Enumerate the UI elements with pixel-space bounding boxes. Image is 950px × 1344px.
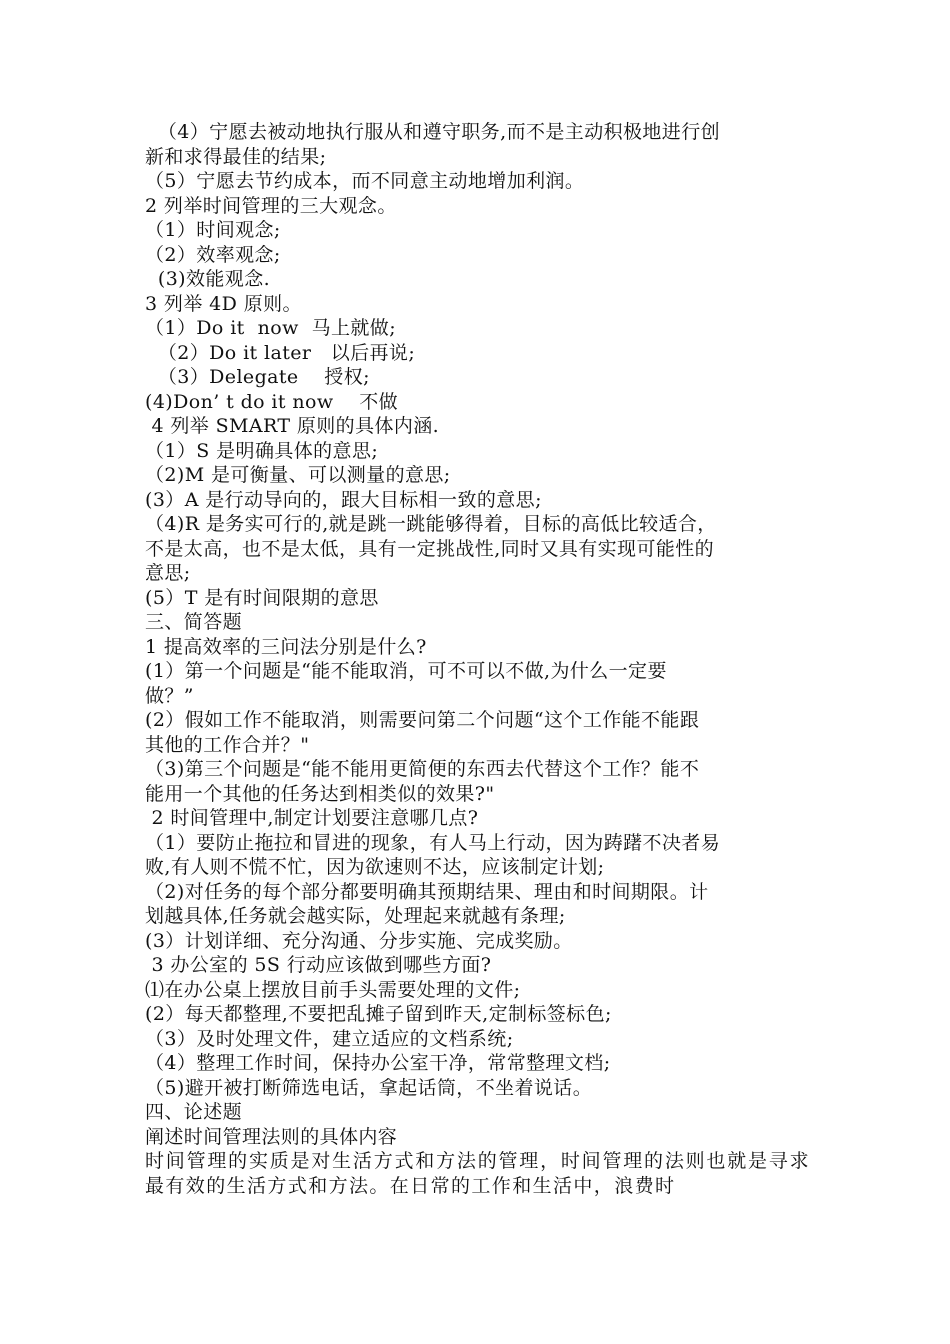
- text-line: (2）每天都整理,不要把乱摊子留到昨天,定制标签标色;: [145, 1003, 612, 1025]
- document-page: [145, 120, 810, 1198]
- text-line: （2)M 是可衡量、可以测量的意思;: [145, 464, 451, 486]
- text-line: 2 时间管理中,制定计划要注意哪几点?: [145, 807, 479, 829]
- text-line: 3 列举 4D 原则。: [145, 292, 302, 315]
- text-line: 三、简答题: [145, 611, 243, 633]
- text-line: （2)对任务的每个部分都要明确其预期结果、理由和时间期限。计: [145, 880, 709, 903]
- text-line: （1）时间观念;: [145, 219, 281, 241]
- essay-paragraph: 时间管理的实质是对生活方式和方法的管理，时间管理的法则也就是寻求最有效的生活方式和方法。在日常的工作和生活中，浪费时: [145, 1150, 810, 1197]
- text-line: 不是太高，也不是太低，具有一定挑战性,同时又具有实现可能性的: [145, 537, 715, 560]
- text-line: 意思;: [145, 562, 191, 584]
- text-line: (3)效能观念.: [145, 268, 271, 290]
- text-line: （5）宁愿去节约成本，而不同意主动地增加利润。: [145, 170, 585, 192]
- text-line: 能用一个其他的任务达到相类似的效果?": [145, 782, 495, 805]
- text-line: ⑴在办公桌上摆放目前手头需要处理的文件;: [145, 978, 521, 1001]
- text-line: 3 办公室的 5S 行动应该做到哪些方面?: [145, 954, 492, 976]
- text-line: （3)第三个问题是“能不能用更简便的东西去代替这个工作？能不: [145, 758, 700, 780]
- text-line: 4 列举 SMART 原则的具体内涵.: [145, 415, 440, 437]
- text-line: （3）及时处理文件，建立适应的文档系统;: [145, 1027, 514, 1050]
- text-line: 做？”: [145, 684, 194, 707]
- text-line: (3）计划详细、充分沟通、分步实施、完成奖励。: [145, 929, 573, 952]
- text-line: （4）宁愿去被动地执行服从和遵守职务,而不是主动积极地进行创: [145, 121, 721, 143]
- text-line: 败,有人则不慌不忙，因为欲速则不达，应该制定计划;: [145, 856, 605, 878]
- text-line: 新和求得最佳的结果;: [145, 145, 327, 168]
- text-line: (2）假如工作不能取消，则需要问第二个问题“这个工作能不能跟: [145, 709, 700, 731]
- text-line: 2 列举时间管理的三大观念。: [145, 194, 397, 217]
- text-line: （1）S 是明确具体的意思;: [145, 439, 379, 462]
- document-lines: [145, 120, 810, 1149]
- text-line: （2）Do it later 以后再说;: [145, 341, 416, 364]
- text-line: （4）整理工作时间，保持办公室干净，常常整理文档;: [145, 1052, 611, 1074]
- text-line: （1）要防止拖拉和冒进的现象，有人马上行动，因为踌躇不决者易: [145, 831, 721, 854]
- text-line: 1 提高效率的三问法分别是什么?: [145, 635, 427, 658]
- text-line: 阐述时间管理法则的具体内容: [145, 1125, 398, 1148]
- text-line: （2）效率观念;: [145, 243, 281, 266]
- text-line: 四、论述题: [145, 1101, 243, 1123]
- text-line: （5)避开被打断筛选电话，拿起话筒，不坐着说话。: [145, 1076, 593, 1099]
- text-line: （3）Delegate 授权;: [145, 366, 370, 388]
- text-line: （4)R 是务实可行的,就是跳一跳能够得着，目标的高低比较适合，: [145, 513, 717, 535]
- text-line: 其他的工作合并？": [145, 733, 310, 756]
- text-line: (3）A 是行动导向的，跟大目标相一致的意思;: [145, 488, 542, 511]
- text-line: (4)Don’ t do it now 不做: [145, 390, 399, 413]
- text-line: （1）Do it now 马上就做;: [145, 317, 397, 339]
- text-line: (1）第一个问题是“能不能取消，可不可以不做,为什么一定要: [145, 660, 667, 682]
- text-line: 划越具体,任务就会越实际，处理起来就越有条理;: [145, 905, 566, 927]
- text-line: (5）T 是有时间限期的意思: [145, 586, 379, 609]
